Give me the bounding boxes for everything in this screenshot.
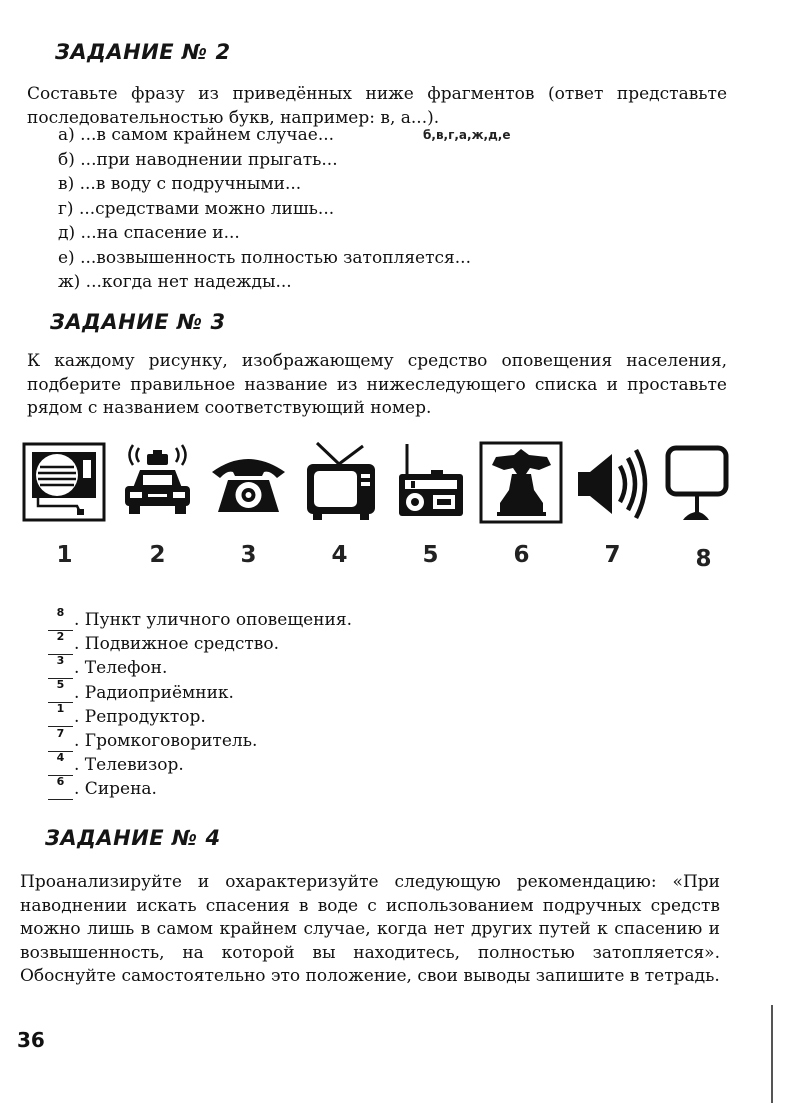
answer-label: . Телевизор.: [74, 755, 184, 776]
answer-blank[interactable]: 2: [48, 634, 73, 655]
icon-number: 7: [604, 542, 621, 568]
answer-row: [48, 678, 352, 705]
answer-label: . Пункт уличного оповещения.: [74, 610, 352, 630]
answer-label: . Громкоговоритель.: [74, 730, 258, 751]
answer-label: . Репродуктор.: [74, 706, 206, 727]
list-item: ж) ...когда нет надежды...: [58, 272, 292, 292]
answer-row: [48, 605, 352, 632]
page-number: 36: [17, 1028, 45, 1052]
answer-row: [48, 702, 352, 729]
task4-text: Проанализируйте и охарактеризуйте следующую рекомендацию: «При наводнении искать спасения в воде с использованием подручных средств можно лишь в самом крайнем случае, когда нет других путей к спасению и возвышенность, на которой вы находитесь, полностью затопляется». Обоснуйте самостоятельно это положение, свои выводы запишите в тетрадь.: [20, 872, 720, 986]
icon-number: 3: [240, 542, 257, 568]
answer-label: . Подвижное средство.: [74, 634, 279, 655]
alert-means-icons: [20, 440, 740, 590]
task3-answer-list: [48, 605, 352, 802]
speaker-sound-icon: [570, 440, 655, 525]
tv-set-icon: [297, 440, 382, 525]
page-edge-line: [771, 1005, 773, 1103]
icon-number: 1: [56, 542, 73, 568]
answer-row: [48, 629, 352, 656]
siren-car-icon: [115, 440, 200, 525]
answer-label: . Сирена.: [74, 779, 157, 800]
answer-label: . Телефон.: [74, 658, 168, 679]
icon-number: 2: [149, 542, 166, 568]
answer-blank[interactable]: 5: [48, 682, 73, 703]
list-item: д) ...на спасение и...: [58, 223, 240, 243]
task2-intro: Составьте фразу из приведённых ниже фрагментов (ответ представьте последовательностью букв, например: в, а...).: [27, 84, 727, 128]
answer-row: [48, 653, 352, 680]
answer-row: [48, 750, 352, 777]
task2-handwritten-answer: б,в,г,а,ж,д,е: [423, 128, 511, 142]
icon-number: 6: [513, 542, 530, 568]
street-signboard-icon: [661, 440, 746, 525]
loudspeaker-box-icon: [22, 440, 107, 525]
answer-row: [48, 726, 352, 753]
list-item: г) ...средствами можно лишь...: [58, 198, 335, 219]
list-item: е) ...возвышенность полностью затопляется...: [58, 247, 471, 268]
answer-blank[interactable]: 8: [48, 610, 73, 631]
radio-receiver-icon: [388, 440, 473, 525]
icon-number: 5: [422, 542, 439, 568]
answer-blank[interactable]: 1: [48, 706, 73, 727]
rotary-phone-icon: [206, 440, 291, 525]
list-item: а) ...в самом крайнем случае...: [58, 125, 335, 145]
task3-heading: ЗАДАНИЕ № 3: [50, 310, 226, 334]
answer-blank[interactable]: 7: [48, 731, 73, 752]
answer-blank[interactable]: 4: [48, 755, 73, 776]
task2-fragment-list: [58, 123, 471, 295]
task3-intro: К каждому рисунку, изображающему средство оповещения населения, подберите правильное название из нижеследующего списка и проставьте рядом с названием соответствующий номер.: [27, 351, 727, 418]
siren-tower-icon: [479, 440, 564, 525]
icon-number: 4: [331, 542, 348, 568]
answer-blank[interactable]: 3: [48, 658, 73, 679]
answer-blank[interactable]: 6: [48, 779, 73, 800]
answer-row: [48, 774, 352, 801]
answer-label: . Радиоприёмник.: [74, 682, 234, 703]
list-item: в) ...в воду с подручными...: [58, 174, 302, 194]
task2-heading: ЗАДАНИЕ № 2: [55, 40, 231, 64]
icon-number: 8: [695, 546, 712, 572]
task4-heading: ЗАДАНИЕ № 4: [45, 826, 221, 850]
list-item: б) ...при наводнении прыгать...: [58, 149, 338, 170]
